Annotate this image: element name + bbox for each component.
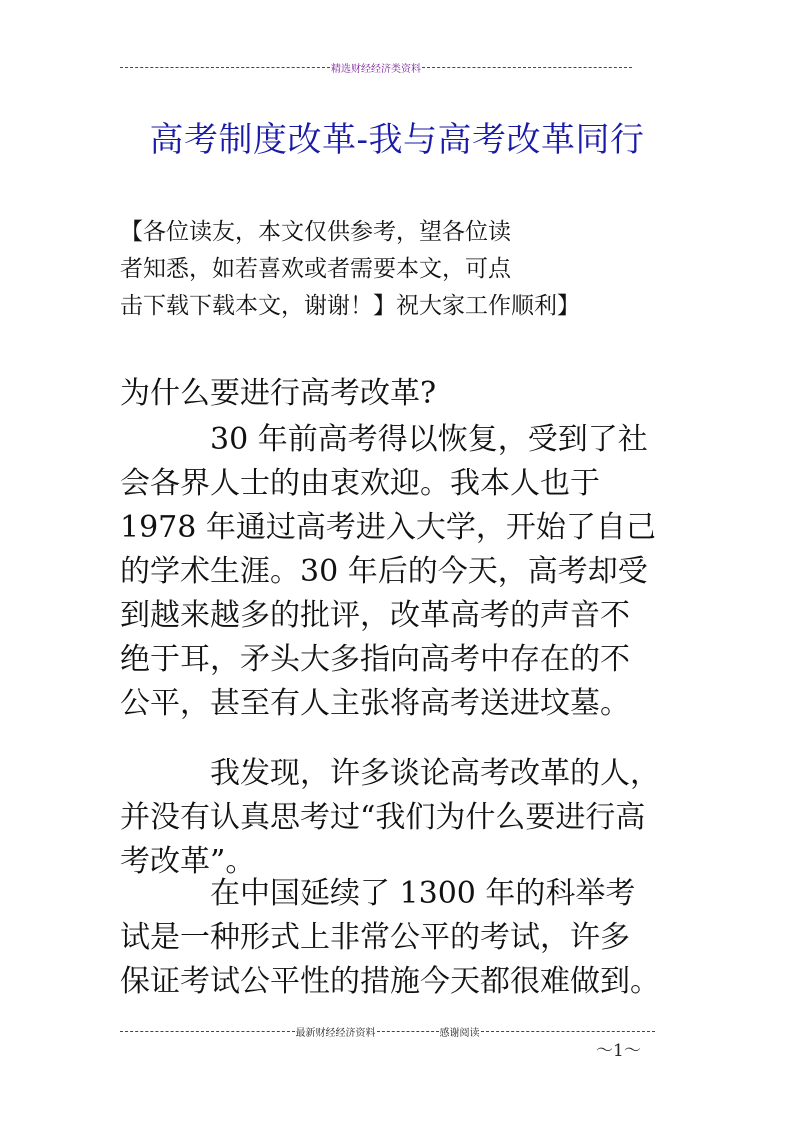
paragraph-line: 我发现，许多谈论高考改革的人， [120,756,660,791]
footer-label-right: 感谢阅读 [439,1028,480,1039]
footer-dash-right [481,1031,656,1032]
header-label: 精选财经经济类资料 [331,64,421,75]
paragraph-line: 公平，甚至有人主张将高考送进坟墓。 [120,686,630,721]
page-number: ～1～ [596,1041,641,1061]
section-heading [120,372,680,416]
paragraph-1 [120,418,680,726]
notice-line: 【各位读友，本文仅供参考，望各位读 [120,219,511,245]
footer-dash-middle [377,1031,439,1032]
paragraph-line: 会各界人士的由衷欢迎。我本人也于 [120,466,600,501]
header-dash-left [120,67,330,68]
paragraph-2 [120,752,680,884]
footer-dash-left [120,1031,295,1032]
paragraph-line: 的学术生涯。30 年后的今天，高考却受 [120,554,648,589]
running-header [120,60,632,75]
section-heading-text: 为什么要进行高考改革? [120,376,437,411]
header-dash-right [422,67,632,68]
paragraph-3 [120,872,680,1004]
paragraph-line: 并没有认真思考过“我们为什么要进行高 [120,800,646,835]
paragraph-line: 到越来越多的批评，改革高考的声音不 [120,598,630,633]
notice-line: 击下载下载本文，谢谢！】祝大家工作顺利】 [120,293,580,319]
download-notice [120,214,660,325]
paragraph-line: 绝于耳，矛头大多指向高考中存在的不 [120,642,630,677]
paragraph-line: 1978 年通过高考进入大学，开始了自己 [120,510,656,545]
paragraph-line: 30 年前高考得以恢复，受到了社 [120,422,648,457]
document-title: 高考制度改革-我与高考改革同行 [149,120,645,160]
footer-label-left: 最新财经经济资料 [295,1028,376,1039]
paragraph-line: 考改革”。 [120,844,256,879]
running-footer [120,1024,655,1039]
paragraph-line: 保证考试公平性的措施今天都很难做到。 [120,964,660,999]
paragraph-line: 在中国延续了 1300 年的科举考 [120,876,636,911]
paragraph-line: 试是一种形式上非常公平的考试，许多 [120,920,630,955]
notice-line: 者知悉，如若喜欢或者需要本文，可点 [120,256,511,282]
